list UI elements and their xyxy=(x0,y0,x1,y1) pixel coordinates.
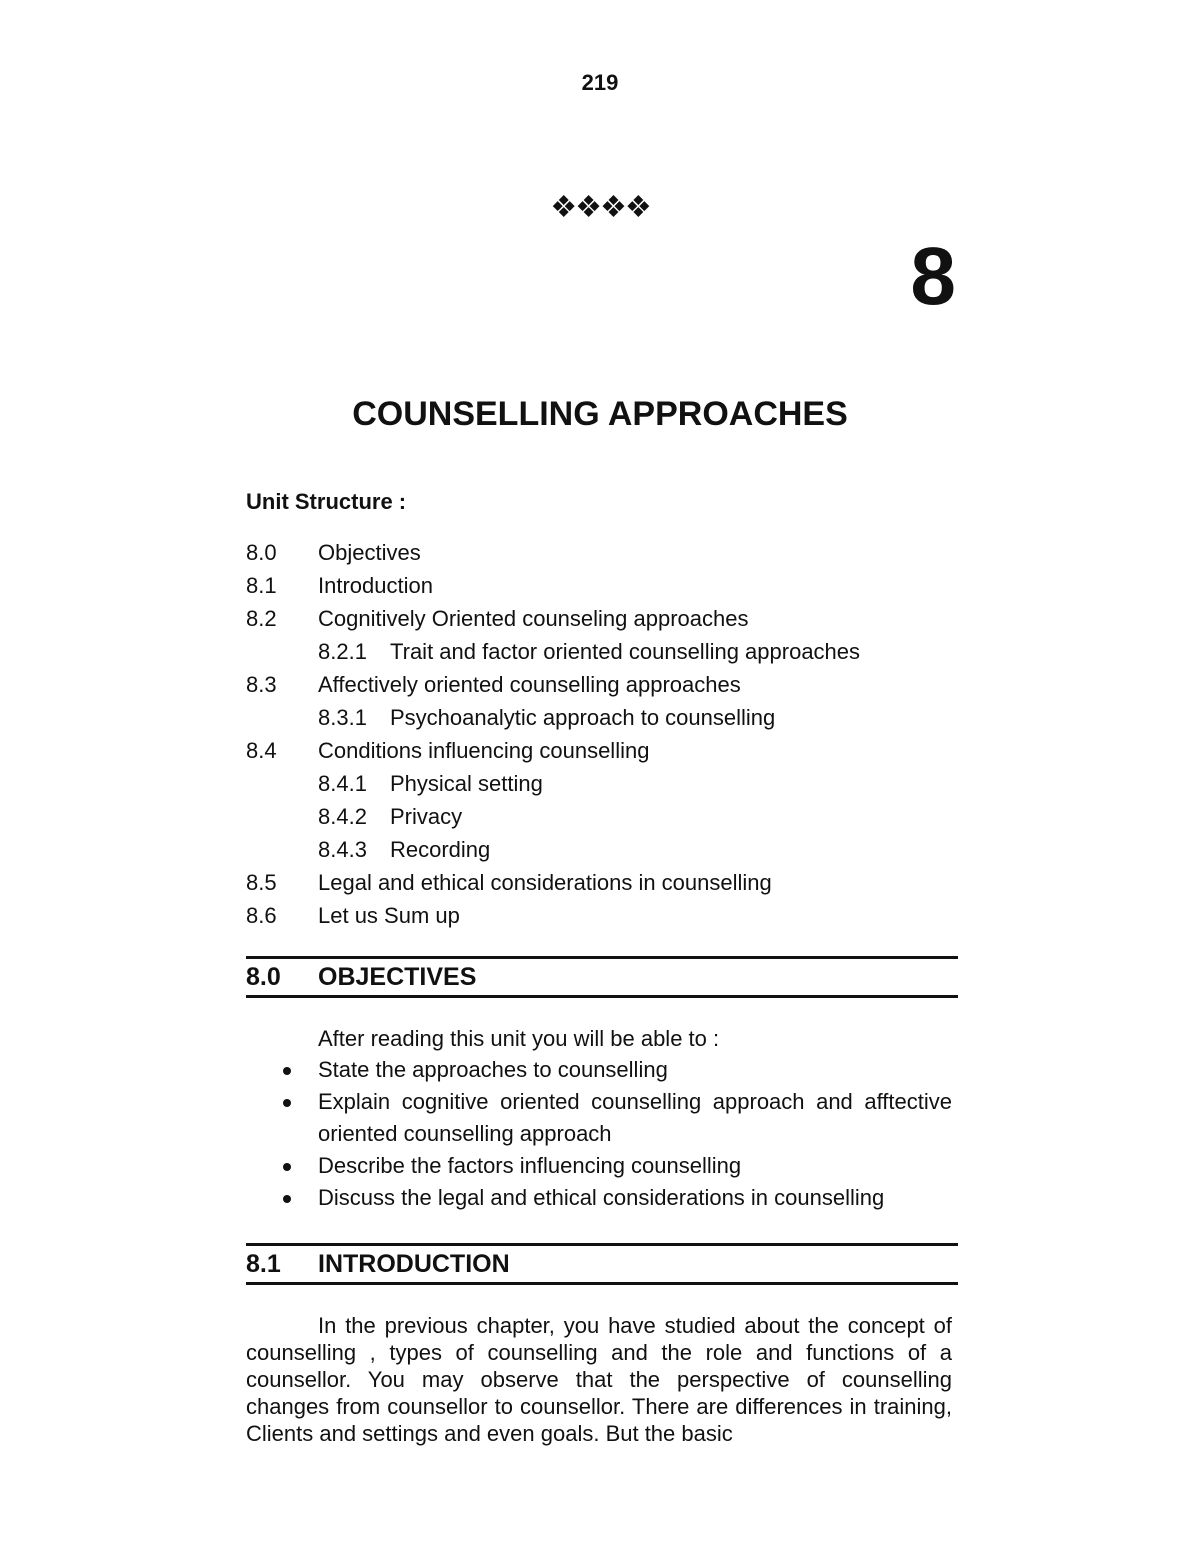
objective-text: Describe the factors influencing counselling xyxy=(318,1153,742,1178)
section-number: 8.0 xyxy=(246,963,281,991)
objective-item xyxy=(246,1054,952,1086)
unit-structure-list xyxy=(246,536,956,932)
toc-item-label: Let us Sum up xyxy=(318,903,460,928)
chapter-number: 8 xyxy=(910,231,956,322)
toc-item-number: 8.3 xyxy=(246,672,277,697)
toc-item-label: Privacy xyxy=(390,804,463,829)
section-bottom-rule xyxy=(246,1282,958,1285)
introduction-section-header xyxy=(246,1243,958,1285)
bullet-icon xyxy=(283,1067,291,1075)
toc-item xyxy=(246,602,956,635)
introduction-paragraph: In the previous chapter, you have studied about the concept of counselling , types of counselling and the role and functions of a counsellor. You may observe that the perspective of counselling changes from counsellor to counsellor. There are differences in training, Clients and settings and even goals. But the basic xyxy=(246,1313,952,1446)
toc-subitem xyxy=(246,800,956,833)
toc-item-number: 8.4 xyxy=(246,738,277,763)
toc-subitem xyxy=(246,833,956,866)
toc-item-label: Legal and ethical considerations in counselling xyxy=(318,870,772,895)
objective-item xyxy=(246,1150,952,1182)
section-heading xyxy=(246,1246,958,1282)
toc-subitem xyxy=(246,635,956,668)
toc-item-label: Physical setting xyxy=(390,771,543,796)
toc-item-number: 8.2.1 xyxy=(318,639,367,664)
toc-item-label: Trait and factor oriented counselling approaches xyxy=(390,639,861,664)
toc-item xyxy=(246,899,956,932)
objective-text: Explain cognitive oriented counselling approach and afftective oriented counselling approach xyxy=(318,1089,952,1146)
bullet-icon xyxy=(283,1195,291,1203)
toc-item-number: 8.6 xyxy=(246,903,277,928)
toc-item xyxy=(246,536,956,569)
toc-item-label: Psychoanalytic approach to counselling xyxy=(390,705,776,730)
objective-item xyxy=(246,1086,952,1150)
objectives-body xyxy=(246,1024,952,1214)
toc-item xyxy=(246,668,956,701)
toc-item-number: 8.2 xyxy=(246,606,277,631)
bullet-icon xyxy=(283,1099,291,1107)
toc-item-number: 8.5 xyxy=(246,870,277,895)
toc-item-number: 8.3.1 xyxy=(318,705,367,730)
toc-item xyxy=(246,734,956,767)
section-title: INTRODUCTION xyxy=(318,1250,510,1278)
toc-item-number: 8.4.3 xyxy=(318,837,367,862)
toc-item xyxy=(246,569,956,602)
ornament-diamonds: ❖❖❖❖ xyxy=(550,191,650,224)
unit-structure-heading: Unit Structure : xyxy=(246,489,407,514)
toc-subitem xyxy=(246,701,956,734)
toc-item-number: 8.1 xyxy=(246,573,277,598)
section-heading xyxy=(246,959,958,995)
toc-item xyxy=(246,866,956,899)
section-bottom-rule xyxy=(246,995,958,998)
toc-item-number: 8.4.2 xyxy=(318,804,367,829)
toc-item-label: Recording xyxy=(390,837,491,862)
chapter-title: COUNSELLING APPROACHES xyxy=(352,395,848,433)
toc-subitem xyxy=(246,767,956,800)
objectives-section-header xyxy=(246,956,958,998)
toc-item-number: 8.0 xyxy=(246,540,277,565)
objective-item xyxy=(246,1182,952,1214)
toc-item-number: 8.4.1 xyxy=(318,771,367,796)
toc-item-label: Objectives xyxy=(318,540,421,565)
section-title: OBJECTIVES xyxy=(318,963,477,991)
objective-text: State the approaches to counselling xyxy=(318,1057,668,1082)
objective-text: Discuss the legal and ethical considerations in counselling xyxy=(318,1185,885,1210)
toc-item-label: Introduction xyxy=(318,573,433,598)
toc-item-label: Cognitively Oriented counseling approaches xyxy=(318,606,749,631)
page-number: 219 xyxy=(581,70,619,95)
toc-item-label: Conditions influencing counselling xyxy=(318,738,650,763)
section-number: 8.1 xyxy=(246,1250,281,1278)
toc-item-label: Affectively oriented counselling approaches xyxy=(318,672,741,697)
objectives-lead: After reading this unit you will be able to : xyxy=(318,1026,720,1051)
bullet-icon xyxy=(283,1163,291,1171)
